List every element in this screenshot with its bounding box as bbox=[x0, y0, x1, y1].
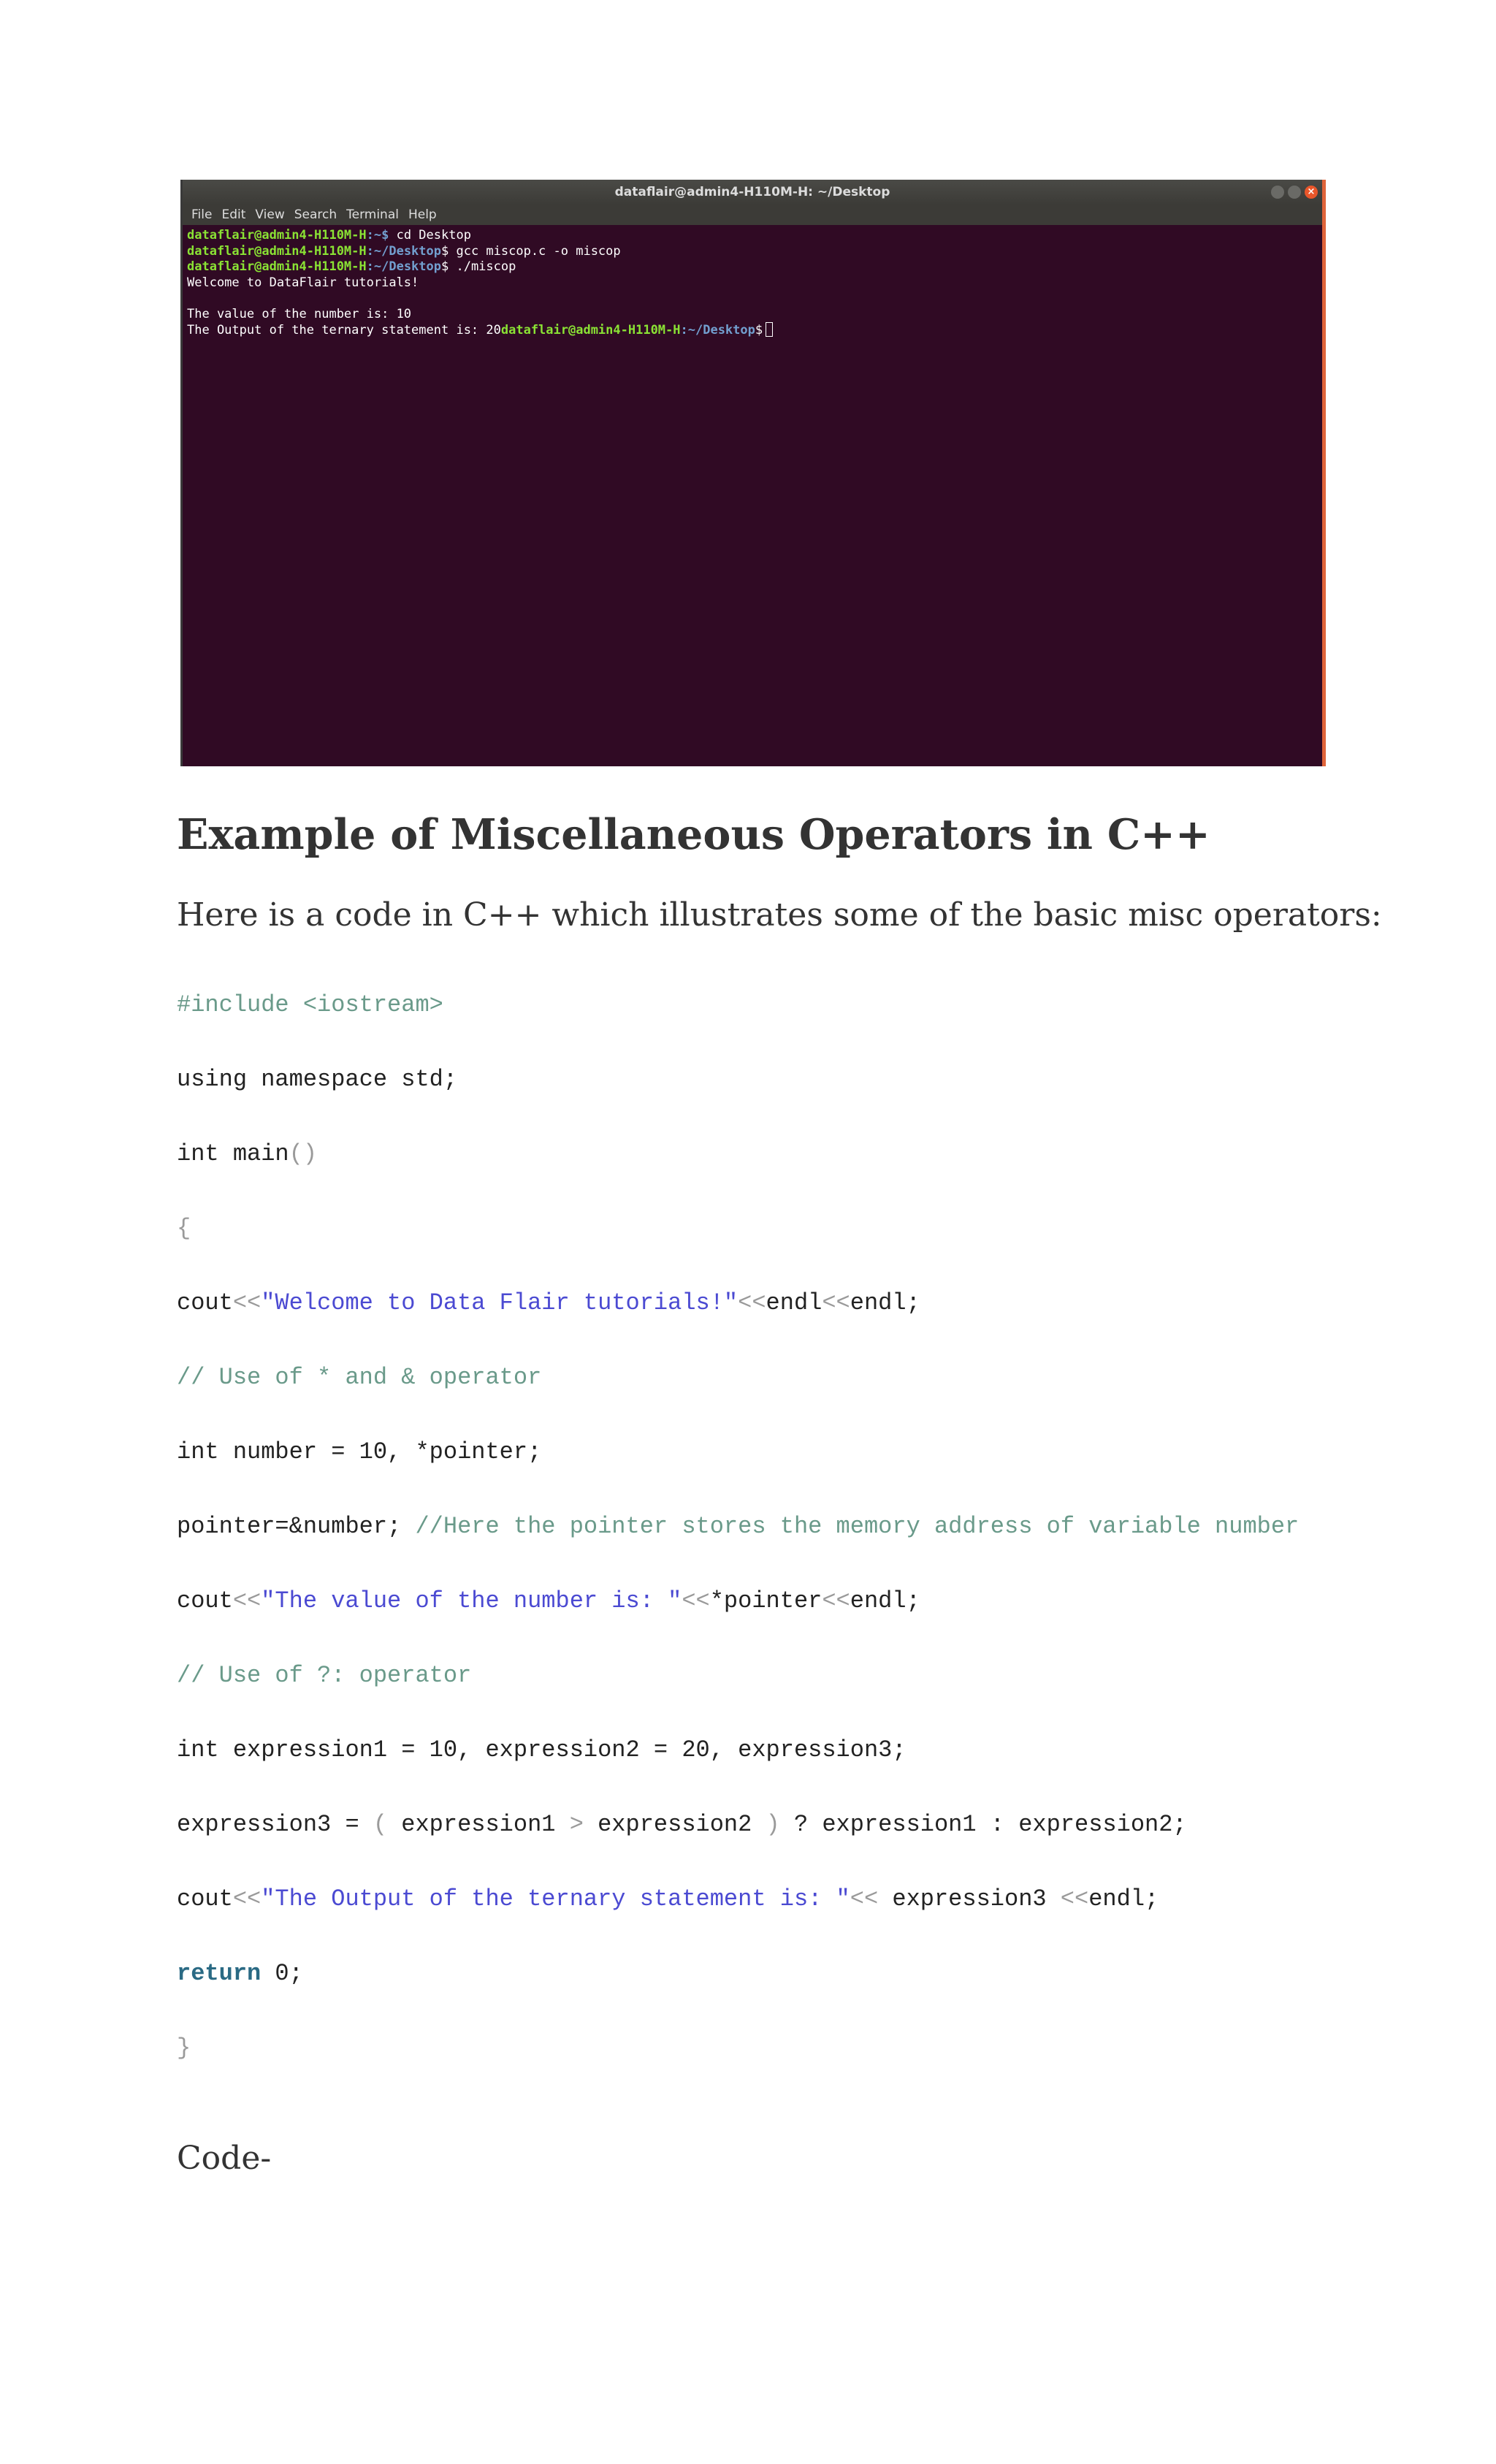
minimize-icon[interactable] bbox=[1271, 186, 1284, 199]
code-endl: endl; bbox=[850, 1289, 920, 1316]
code-cout: cout bbox=[177, 1587, 233, 1614]
prompt-path: :~/Desktop bbox=[366, 243, 441, 259]
code-line-include: #include <iostream> bbox=[177, 991, 443, 1018]
menu-help[interactable]: Help bbox=[408, 207, 437, 222]
prompt-command: cd Desktop bbox=[389, 228, 471, 243]
prompt-command: $ ./miscop bbox=[441, 259, 516, 274]
code-gt-op: > bbox=[569, 1811, 584, 1838]
code-shift-op: << bbox=[232, 1289, 262, 1316]
code-shift-op: << bbox=[822, 1587, 850, 1614]
code-endl: endl; bbox=[1088, 1885, 1159, 1912]
prompt-path: :~/Desktop bbox=[366, 259, 441, 274]
code-ternary-lhs: expression3 = bbox=[177, 1811, 373, 1838]
code-string: "The Output of the ternary statement is: " bbox=[261, 1885, 850, 1912]
prompt-suffix: $ bbox=[755, 323, 763, 337]
code-main-parens: () bbox=[289, 1140, 318, 1167]
code-shift-op: << bbox=[232, 1885, 262, 1912]
menu-search[interactable]: Search bbox=[294, 207, 337, 222]
code-comment-ternary: // Use of ?: operator bbox=[177, 1662, 472, 1689]
menu-view[interactable]: View bbox=[255, 207, 285, 222]
code-block bbox=[177, 986, 1346, 2104]
terminal-screenshot bbox=[180, 180, 1326, 766]
code-line-ternary bbox=[177, 1806, 1346, 1843]
prompt-user: dataflair@admin4-H110M-H bbox=[187, 259, 367, 274]
code-assign: pointer=&number; bbox=[177, 1513, 416, 1540]
code-expr: expression1 bbox=[387, 1811, 570, 1838]
page-title: Example of Miscellaneous Operators in C++ bbox=[177, 810, 1210, 859]
maximize-icon[interactable] bbox=[1288, 186, 1301, 199]
prompt-user: dataflair@admin4-H110M-H bbox=[187, 243, 367, 259]
close-icon[interactable]: × bbox=[1305, 186, 1318, 199]
code-caption: Code- bbox=[177, 2140, 272, 2177]
terminal-line bbox=[187, 259, 1322, 275]
terminal-title: dataflair@admin4-H110M-H: ~/Desktop bbox=[614, 185, 890, 199]
terminal-output-ternary: The Output of the ternary statement is: 20 bbox=[187, 323, 501, 337]
code-line-open-brace: { bbox=[177, 1215, 191, 1242]
code-line-using: using namespace std; bbox=[177, 1066, 458, 1093]
code-line-return bbox=[177, 1955, 1346, 1992]
code-line-decl-number: int number = 10, *pointer; bbox=[177, 1438, 542, 1465]
code-main-signature: int main bbox=[177, 1140, 289, 1167]
terminal-output-value: The value of the number is: 10 bbox=[187, 306, 412, 321]
code-deref: *pointer bbox=[709, 1587, 823, 1614]
menu-edit[interactable]: Edit bbox=[221, 207, 246, 222]
prompt-path: :~/Desktop bbox=[680, 323, 755, 337]
code-endl: endl bbox=[766, 1289, 823, 1316]
intro-paragraph: Here is a code in C++ which illustrates some of the basic misc operators: bbox=[177, 896, 1382, 934]
code-ternary-rest: ? expression1 : expression2; bbox=[779, 1811, 1187, 1838]
code-paren: ) bbox=[766, 1811, 780, 1838]
code-cout: cout bbox=[177, 1885, 233, 1912]
code-line-cout-welcome bbox=[177, 1284, 1346, 1321]
prompt-user: dataflair@admin4-H110M-H bbox=[500, 323, 681, 337]
code-shift-op: << bbox=[682, 1587, 710, 1614]
code-line-assign-pointer bbox=[177, 1508, 1346, 1545]
prompt-user: dataflair@admin4-H110M-H bbox=[187, 228, 367, 243]
code-shift-op: << bbox=[822, 1289, 850, 1316]
code-shift-op: << bbox=[850, 1885, 879, 1912]
code-expr: expression2 bbox=[583, 1811, 766, 1838]
code-line-main bbox=[177, 1135, 1346, 1172]
terminal-blank-line bbox=[187, 291, 1322, 307]
code-line-cout-ternary bbox=[177, 1880, 1346, 1918]
terminal-output-welcome: Welcome to DataFlair tutorials! bbox=[187, 275, 419, 290]
prompt-path: :~$ bbox=[366, 228, 389, 243]
code-return-keyword: return bbox=[177, 1960, 262, 1987]
menu-terminal[interactable]: Terminal bbox=[346, 207, 399, 222]
terminal-titlebar bbox=[183, 180, 1322, 205]
code-comment-star-amp: // Use of * and & operator bbox=[177, 1364, 542, 1391]
code-expr: expression3 bbox=[878, 1885, 1061, 1912]
menu-file[interactable]: File bbox=[191, 207, 213, 222]
terminal-cursor bbox=[766, 322, 773, 337]
code-paren: ( bbox=[373, 1811, 388, 1838]
code-line-close-brace: } bbox=[177, 2034, 191, 2061]
window-controls bbox=[1271, 186, 1318, 199]
code-line-decl-expr: int expression1 = 10, expression2 = 20, expression3; bbox=[177, 1736, 907, 1763]
code-shift-op: << bbox=[232, 1587, 262, 1614]
prompt-command: $ gcc miscop.c -o miscop bbox=[441, 243, 621, 259]
code-line-cout-value bbox=[177, 1582, 1346, 1620]
code-shift-op: << bbox=[1060, 1885, 1089, 1912]
code-comment-pointer: //Here the pointer stores the memory address of variable number bbox=[415, 1513, 1300, 1540]
code-endl: endl; bbox=[850, 1587, 920, 1614]
code-return-value: 0; bbox=[261, 1960, 303, 1987]
terminal-menubar bbox=[183, 205, 1322, 225]
code-string: "Welcome to Data Flair tutorials!" bbox=[261, 1289, 739, 1316]
terminal-line bbox=[187, 322, 1322, 339]
code-shift-op: << bbox=[738, 1289, 766, 1316]
terminal-line bbox=[187, 244, 1322, 260]
code-cout: cout bbox=[177, 1289, 233, 1316]
terminal-line bbox=[187, 228, 1322, 244]
terminal-output[interactable] bbox=[187, 228, 1322, 339]
code-string: "The value of the number is: " bbox=[261, 1587, 682, 1614]
